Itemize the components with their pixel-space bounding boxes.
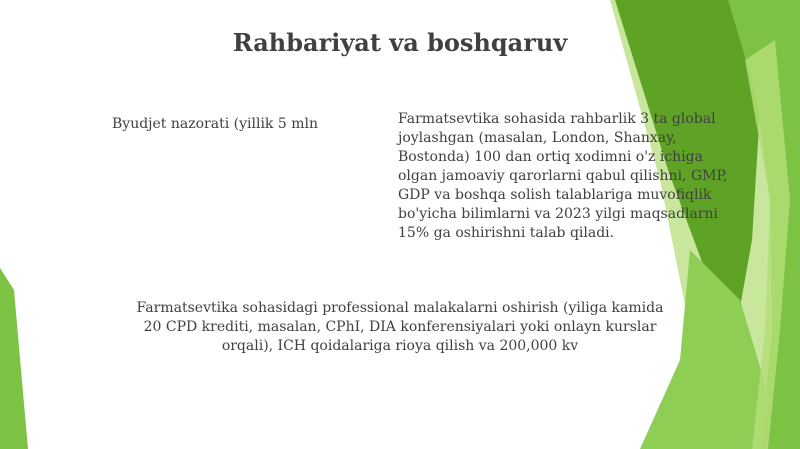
green-shape-left-accent: [0, 268, 28, 449]
bottom-text-box: Farmatsevtika sohasidagi professional malakalarni oshirish (yiliga kamida 20 CPD krediti, masalan, CPhI, DIA konferensiyalari yoki onlayn kurslar orqali), ICH qoidalariga rioya qilish va 200,000 kv: [136, 300, 664, 354]
left-text-box: Byudjet nazorati (yillik 5 mln: [112, 116, 318, 132]
slide-title: Rahbariyat va boshqaruv: [232, 28, 568, 57]
right-text-box: Farmatsevtika sohasida rahbarlik 3 ta global joylashgan (masalan, London, Shanxay, Bostonda) 100 dan ortiq xodimni o'z ichiga olgan jamoaviy qarorlarni qabul qilishni, GMP, GDP va boshqa solish talablariga muvofiqlik bo'yicha bilimlarni va 2023 yilgi maqsadlarni 15% ga oshirishni talab qiladi.: [398, 111, 728, 241]
